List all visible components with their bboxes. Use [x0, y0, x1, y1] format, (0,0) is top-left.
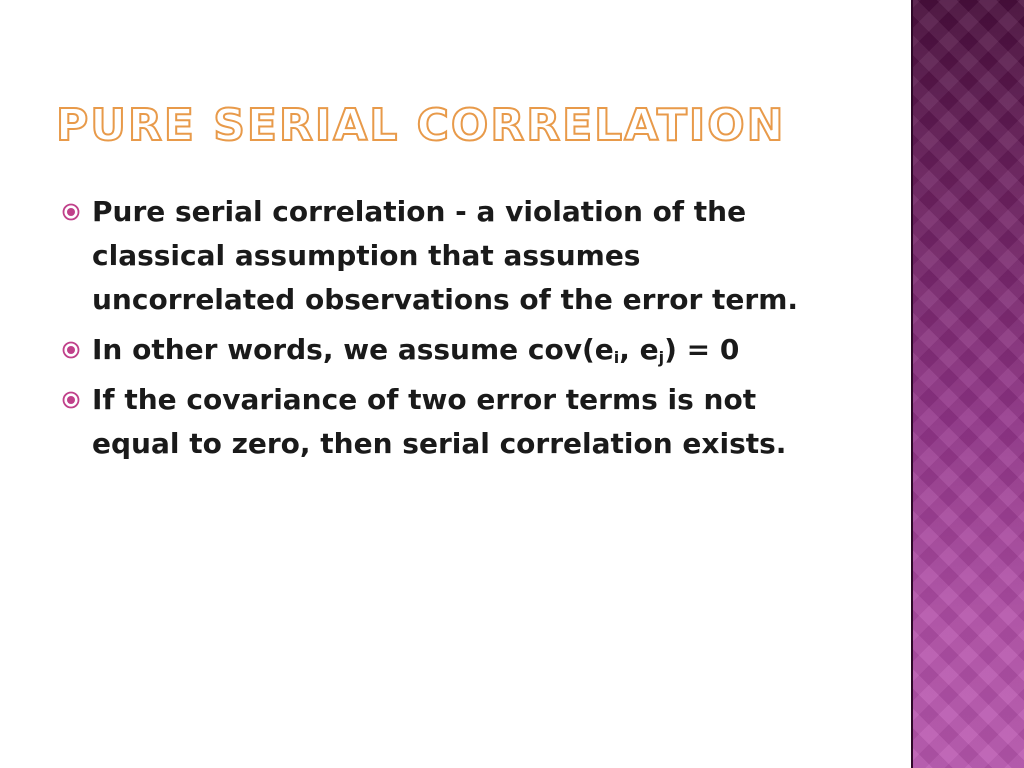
circled-dot-icon [62, 341, 80, 359]
slide-title: PURE SERIAL CORRELATION [56, 100, 786, 151]
bullet-text-suffix: ) = 0 [664, 333, 740, 366]
decorative-side-band [911, 0, 1024, 768]
bullet-item [62, 378, 842, 466]
bullet-item [62, 190, 842, 322]
bullet-text: If the covariance of two error terms is not equal to zero, then serial correlation exists. [92, 383, 787, 460]
subscript-j: j [658, 348, 665, 367]
bullet-list [62, 190, 842, 472]
bullet-text-mid: , e [619, 333, 659, 366]
subscript-i: i [613, 348, 620, 367]
side-band-pattern [913, 0, 1024, 768]
bullet-text: Pure serial correlation - a violation of the classical assumption that assumes uncorrelated observations of the error term. [92, 195, 799, 316]
circled-dot-icon [62, 203, 80, 221]
bullet-item [62, 328, 842, 372]
circled-dot-icon [62, 391, 80, 409]
bullet-text-prefix: In other words, we assume cov(e [92, 333, 614, 366]
